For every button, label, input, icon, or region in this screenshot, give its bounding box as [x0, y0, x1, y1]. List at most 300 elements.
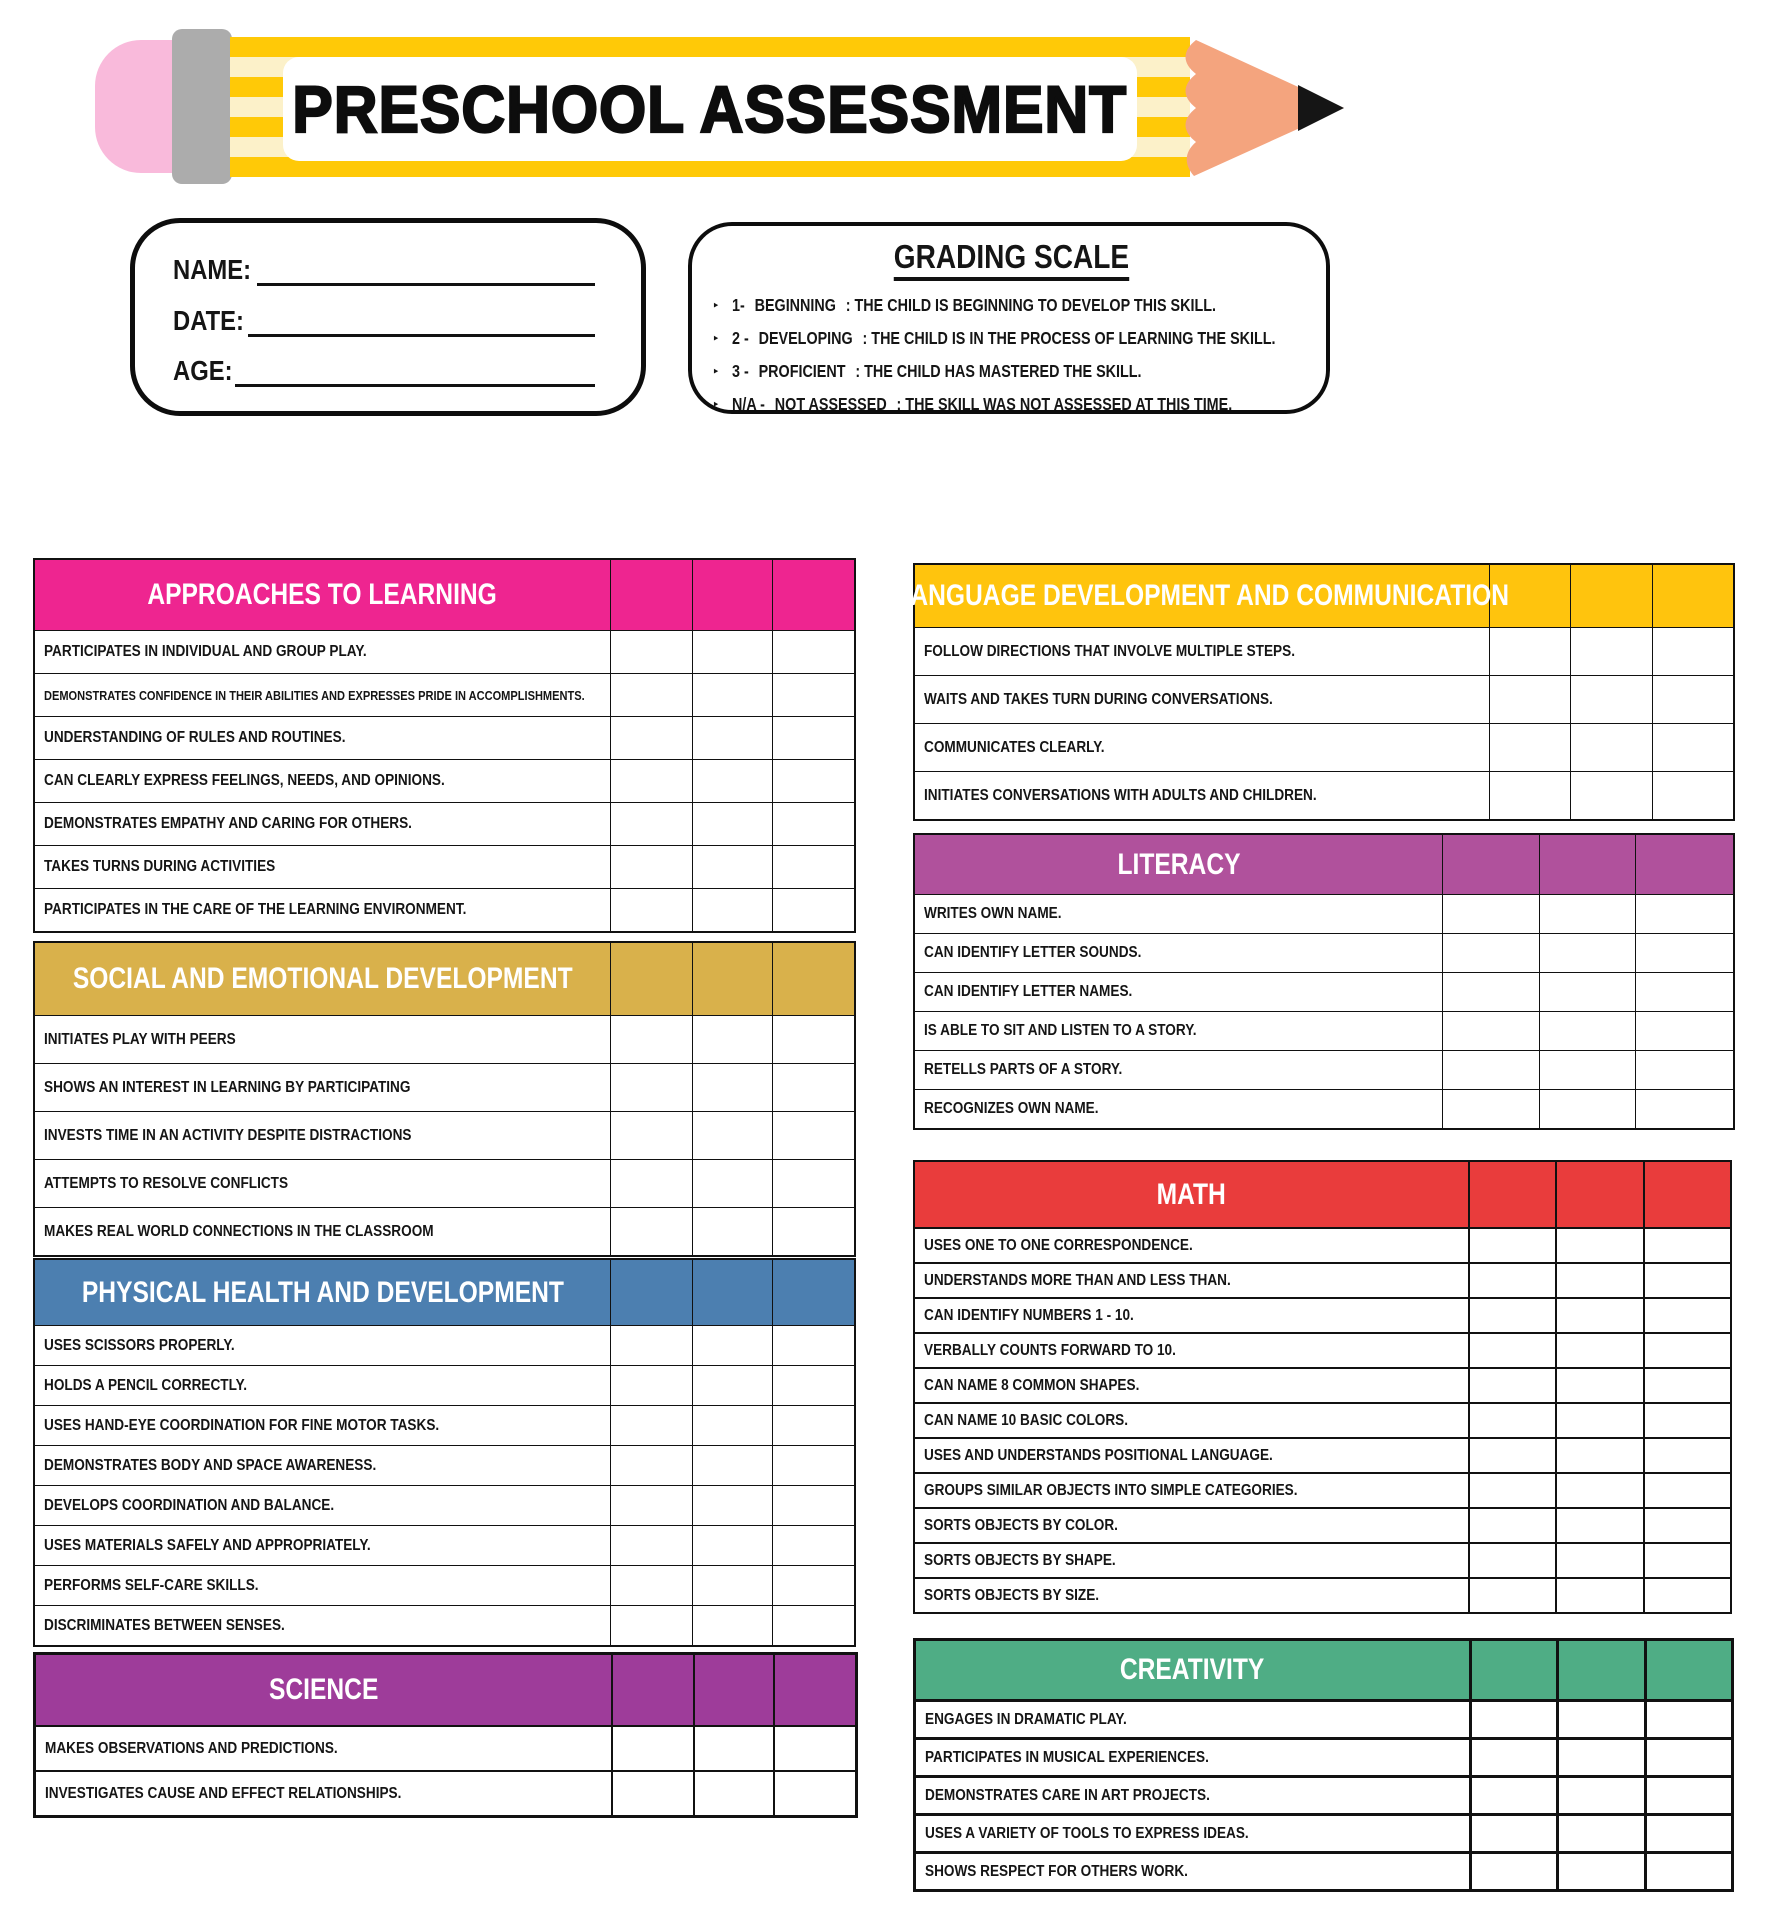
skill-text: DEMONSTRATES EMPATHY AND CARING FOR OTHERS. [44, 815, 412, 832]
table-header [35, 1260, 610, 1325]
table-title: SCIENCE [268, 1673, 379, 1706]
score-cell[interactable] [692, 1207, 772, 1255]
date-field [173, 300, 595, 337]
score-cell[interactable] [610, 716, 692, 759]
skill-label [35, 1405, 610, 1445]
score-cell[interactable] [693, 1725, 773, 1770]
pencil-ferrule-icon [172, 29, 232, 184]
score-cell[interactable] [772, 1207, 854, 1255]
age-line[interactable] [235, 350, 595, 387]
score-cell[interactable] [1468, 1472, 1555, 1507]
score-cell[interactable] [610, 1111, 692, 1159]
score-cell[interactable] [610, 759, 692, 802]
score-cell[interactable] [1570, 723, 1652, 771]
score-cell[interactable] [1644, 1813, 1731, 1851]
skill-text: INITIATES PLAY WITH PEERS [44, 1030, 236, 1048]
assessment-table-social [33, 941, 856, 1257]
score-cell[interactable] [1635, 1050, 1733, 1089]
score-cell[interactable] [772, 716, 854, 759]
score-cell[interactable] [1469, 1699, 1556, 1737]
score-cell[interactable] [1643, 1297, 1730, 1332]
skill-label [916, 1737, 1469, 1775]
grade-label: BEGINNING [754, 295, 836, 315]
table-title: LANGUAGE DEVELOPMENT AND COMMUNICATION [895, 579, 1509, 612]
score-cell[interactable] [1539, 972, 1635, 1011]
score-cell[interactable] [1556, 1851, 1644, 1889]
score-column-header [692, 1260, 772, 1325]
grading-scale-item [712, 289, 1310, 322]
skill-text: PARTICIPATES IN INDIVIDUAL AND GROUP PLAY. [44, 643, 367, 660]
skill-label [35, 1605, 610, 1645]
skill-label [915, 1577, 1468, 1612]
assessment-table-language [895, 563, 1735, 821]
score-cell[interactable] [1442, 894, 1539, 933]
skill-label [916, 1851, 1469, 1889]
score-column-header [1556, 1641, 1644, 1699]
score-cell[interactable] [1555, 1472, 1643, 1507]
score-cell[interactable] [1468, 1332, 1555, 1367]
score-cell[interactable] [1442, 1050, 1539, 1089]
score-cell[interactable] [1555, 1507, 1643, 1542]
score-cell[interactable] [773, 1725, 855, 1770]
score-cell[interactable] [692, 1365, 772, 1405]
score-cell[interactable] [1469, 1775, 1556, 1813]
skill-label [35, 1015, 610, 1063]
skill-label [915, 1332, 1468, 1367]
score-cell[interactable] [692, 1325, 772, 1365]
name-line[interactable] [257, 249, 595, 286]
score-cell[interactable] [692, 1111, 772, 1159]
score-cell[interactable] [772, 759, 854, 802]
score-cell[interactable] [610, 1325, 692, 1365]
score-cell[interactable] [1555, 1227, 1643, 1262]
skill-text: INVESTIGATES CAUSE AND EFFECT RELATIONSHIPS. [45, 1784, 402, 1802]
skill-label [36, 1725, 611, 1770]
score-cell[interactable] [610, 845, 692, 888]
score-cell[interactable] [1539, 1011, 1635, 1050]
skill-label [915, 972, 1442, 1011]
skill-text: SHOWS RESPECT FOR OTHERS WORK. [925, 1862, 1188, 1880]
score-column-header [1468, 1162, 1555, 1227]
grade-label: DEVELOPING [758, 328, 853, 348]
score-cell[interactable] [1643, 1227, 1730, 1262]
score-cell[interactable] [610, 1565, 692, 1605]
score-column-header [610, 943, 692, 1015]
score-column-header [692, 943, 772, 1015]
table-title: PHYSICAL HEALTH AND DEVELOPMENT [81, 1275, 564, 1309]
grading-scale-item [712, 322, 1310, 355]
date-label: DATE: [173, 304, 244, 336]
score-cell[interactable] [772, 888, 854, 931]
score-cell[interactable] [1468, 1437, 1555, 1472]
score-cell[interactable] [610, 1365, 692, 1405]
score-cell[interactable] [1489, 675, 1570, 723]
skill-text: USES HAND-EYE COORDINATION FOR FINE MOTOR TASKS. [44, 1416, 440, 1434]
skill-label [35, 1159, 610, 1207]
score-cell[interactable] [1489, 627, 1570, 675]
score-cell[interactable] [1643, 1542, 1730, 1577]
skill-label [35, 1063, 610, 1111]
score-cell[interactable] [1643, 1507, 1730, 1542]
skill-label [915, 1227, 1468, 1262]
skill-text: USES MATERIALS SAFELY AND APPROPRIATELY. [44, 1536, 371, 1554]
score-cell[interactable] [1469, 1813, 1556, 1851]
score-column-header [610, 1260, 692, 1325]
score-cell[interactable] [1643, 1472, 1730, 1507]
skill-text: CAN IDENTIFY LETTER SOUNDS. [924, 944, 1142, 961]
score-column-header [611, 1655, 693, 1725]
score-cell[interactable] [772, 1063, 854, 1111]
score-cell[interactable] [1468, 1297, 1555, 1332]
score-cell[interactable] [772, 845, 854, 888]
score-cell[interactable] [610, 1063, 692, 1111]
skill-label [35, 1445, 610, 1485]
score-cell[interactable] [1643, 1577, 1730, 1612]
skill-label [916, 1813, 1469, 1851]
score-cell[interactable] [1539, 1050, 1635, 1089]
score-cell[interactable] [772, 1365, 854, 1405]
score-cell[interactable] [692, 1159, 772, 1207]
skill-text: INVESTS TIME IN AN ACTIVITY DESPITE DISTRACTIONS [44, 1126, 412, 1144]
skill-text: TAKES TURNS DURING ACTIVITIES [44, 858, 276, 875]
grading-scale-box [688, 222, 1330, 414]
skill-label [35, 1565, 610, 1605]
skill-label [915, 1089, 1442, 1128]
grading-scale-title-wrap [712, 238, 1310, 281]
score-cell[interactable] [1635, 894, 1733, 933]
score-cell[interactable] [610, 673, 692, 716]
score-cell[interactable] [1468, 1542, 1555, 1577]
skill-text: WAITS AND TAKES TURN DURING CONVERSATIONS. [924, 690, 1273, 708]
score-cell[interactable] [610, 1159, 692, 1207]
skill-text: MAKES REAL WORLD CONNECTIONS IN THE CLASSROOM [44, 1222, 434, 1240]
skill-text: HOLDS A PENCIL CORRECTLY. [44, 1376, 248, 1394]
score-cell[interactable] [1468, 1577, 1555, 1612]
score-cell[interactable] [1644, 1737, 1731, 1775]
table-title: LITERACY [1117, 847, 1240, 881]
skill-label [915, 771, 1489, 819]
grade-description: : THE CHILD HAS MASTERED THE SKILL. [855, 361, 1142, 381]
skill-label [35, 845, 610, 888]
score-cell[interactable] [1652, 675, 1733, 723]
skill-text: CAN NAME 8 COMMON SHAPES. [924, 1376, 1140, 1394]
grading-scale-item [712, 355, 1310, 388]
table-title: MATH [1156, 1177, 1227, 1211]
grade-number: 1- [732, 295, 745, 315]
skill-text: DEVELOPS COORDINATION AND BALANCE. [44, 1496, 335, 1514]
score-cell[interactable] [692, 1405, 772, 1445]
skill-text: CAN CLEARLY EXPRESS FEELINGS, NEEDS, AND OPINIONS. [44, 772, 445, 789]
skill-label [915, 1011, 1442, 1050]
score-cell[interactable] [692, 888, 772, 931]
score-cell[interactable] [611, 1770, 693, 1815]
skill-text: RECOGNIZES OWN NAME. [924, 1100, 1099, 1117]
score-cell[interactable] [693, 1770, 773, 1815]
score-cell[interactable] [1468, 1367, 1555, 1402]
skill-label [915, 723, 1489, 771]
skill-text: UNDERSTANDS MORE THAN AND LESS THAN. [924, 1271, 1231, 1289]
student-info-box [130, 218, 646, 416]
score-cell[interactable] [1442, 933, 1539, 972]
score-column-header [1644, 1641, 1731, 1699]
skill-text: COMMUNICATES CLEARLY. [924, 738, 1105, 756]
bullet-icon: ‣ [712, 363, 720, 379]
skill-text: PARTICIPATES IN THE CARE OF THE LEARNING ENVIRONMENT. [44, 901, 467, 918]
skill-text: ENGAGES IN DRAMATIC PLAY. [925, 1710, 1127, 1728]
score-column-header [772, 943, 854, 1015]
grade-description: : THE CHILD IS IN THE PROCESS OF LEARNING THE SKILL. [862, 328, 1276, 348]
skill-text: FOLLOW DIRECTIONS THAT INVOLVE MULTIPLE STEPS. [924, 642, 1295, 660]
score-cell[interactable] [692, 1445, 772, 1485]
score-cell[interactable] [772, 1605, 854, 1645]
score-cell[interactable] [772, 1405, 854, 1445]
score-cell[interactable] [1555, 1402, 1643, 1437]
table-header [36, 1655, 611, 1725]
assessment-table-creativity [913, 1638, 1734, 1892]
score-cell[interactable] [610, 1015, 692, 1063]
score-column-header [1643, 1162, 1730, 1227]
score-cell[interactable] [1555, 1542, 1643, 1577]
score-cell[interactable] [610, 1485, 692, 1525]
score-cell[interactable] [1570, 771, 1652, 819]
skill-label [35, 716, 610, 759]
skill-label [35, 630, 610, 673]
grade-label: PROFICIENT [758, 361, 846, 381]
score-cell[interactable] [610, 1605, 692, 1645]
score-column-header [1555, 1162, 1643, 1227]
score-cell[interactable] [1643, 1402, 1730, 1437]
skill-label [915, 1262, 1468, 1297]
score-cell[interactable] [773, 1770, 855, 1815]
grading-scale-text [732, 394, 1232, 415]
score-cell[interactable] [1652, 723, 1733, 771]
skill-text: SHOWS AN INTEREST IN LEARNING BY PARTICIPATING [44, 1078, 411, 1096]
score-cell[interactable] [1556, 1775, 1644, 1813]
score-cell[interactable] [1469, 1737, 1556, 1775]
score-cell[interactable] [692, 802, 772, 845]
skill-text: USES A VARIETY OF TOOLS TO EXPRESS IDEAS. [925, 1824, 1249, 1842]
score-cell[interactable] [1643, 1437, 1730, 1472]
score-cell[interactable] [610, 1207, 692, 1255]
score-cell[interactable] [692, 759, 772, 802]
score-cell[interactable] [1643, 1367, 1730, 1402]
grading-scale-items [712, 289, 1310, 421]
score-cell[interactable] [692, 1015, 772, 1063]
skill-label [915, 627, 1489, 675]
score-cell[interactable] [772, 1111, 854, 1159]
page-title: PRESCHOOL ASSESSMENT [292, 72, 1128, 146]
score-cell[interactable] [692, 845, 772, 888]
score-cell[interactable] [610, 1445, 692, 1485]
score-cell[interactable] [1489, 723, 1570, 771]
score-cell[interactable] [1489, 771, 1570, 819]
score-cell[interactable] [772, 630, 854, 673]
table-title: SOCIAL AND EMOTIONAL DEVELOPMENT [72, 962, 573, 995]
skill-text: SORTS OBJECTS BY SIZE. [924, 1586, 1100, 1604]
score-cell[interactable] [692, 1525, 772, 1565]
skill-text: SORTS OBJECTS BY COLOR. [924, 1516, 1118, 1534]
grading-scale-text [732, 295, 1216, 316]
score-cell[interactable] [1555, 1297, 1643, 1332]
assessment-table-approaches [33, 558, 856, 933]
score-cell[interactable] [610, 630, 692, 673]
pencil-tip-icon [1182, 40, 1348, 176]
score-cell[interactable] [1570, 627, 1652, 675]
assessment-table-math [913, 1160, 1732, 1614]
score-cell[interactable] [1643, 1262, 1730, 1297]
score-cell[interactable] [772, 802, 854, 845]
score-column-header [610, 560, 692, 630]
skill-text: WRITES OWN NAME. [924, 905, 1062, 922]
skill-text: CAN IDENTIFY NUMBERS 1 - 10. [924, 1306, 1134, 1324]
score-column-header [693, 1655, 773, 1725]
grading-scale-title: GRADING SCALE [893, 238, 1128, 281]
assessment-table-physical [33, 1258, 856, 1647]
grading-scale-text [732, 361, 1142, 382]
score-cell[interactable] [1469, 1851, 1556, 1889]
score-column-header [1442, 835, 1539, 894]
skill-label [35, 1485, 610, 1525]
score-cell[interactable] [1635, 1011, 1733, 1050]
skill-text: SORTS OBJECTS BY SHAPE. [924, 1551, 1116, 1569]
score-cell[interactable] [1556, 1813, 1644, 1851]
score-cell[interactable] [1644, 1775, 1731, 1813]
grade-label: NOT ASSESSED [774, 394, 887, 414]
skill-text: PERFORMS SELF-CARE SKILLS. [44, 1576, 259, 1594]
score-cell[interactable] [1652, 771, 1733, 819]
skill-label [915, 1367, 1468, 1402]
score-column-header [692, 560, 772, 630]
title-banner [283, 57, 1137, 161]
table-title: CREATIVITY [1120, 1653, 1265, 1686]
score-column-header [1570, 565, 1652, 627]
table-header [35, 560, 610, 630]
skill-label [35, 802, 610, 845]
score-cell[interactable] [1539, 933, 1635, 972]
skill-label [36, 1770, 611, 1815]
score-column-header [773, 1655, 855, 1725]
skill-label [35, 1525, 610, 1565]
score-cell[interactable] [692, 1063, 772, 1111]
skill-label [915, 933, 1442, 972]
score-cell[interactable] [610, 1525, 692, 1565]
score-column-header [772, 560, 854, 630]
age-label: AGE: [173, 355, 233, 386]
skill-label [915, 1542, 1468, 1577]
skill-text: DEMONSTRATES CARE IN ART PROJECTS. [925, 1786, 1210, 1804]
skill-label [35, 1111, 610, 1159]
skill-label [915, 1507, 1468, 1542]
score-cell[interactable] [772, 1485, 854, 1525]
score-cell[interactable] [692, 716, 772, 759]
grade-number: 2 - [732, 328, 749, 348]
score-cell[interactable] [692, 1565, 772, 1605]
score-cell[interactable] [1635, 972, 1733, 1011]
table-header [915, 1162, 1468, 1227]
skill-label [916, 1775, 1469, 1813]
score-cell[interactable] [1442, 1011, 1539, 1050]
score-cell[interactable] [772, 1445, 854, 1485]
score-cell[interactable] [692, 630, 772, 673]
skill-label [35, 888, 610, 931]
grade-description: : THE CHILD IS BEGINNING TO DEVELOP THIS SKILL. [845, 295, 1216, 315]
score-column-header [1652, 565, 1733, 627]
skill-text: USES AND UNDERSTANDS POSITIONAL LANGUAGE. [924, 1446, 1273, 1464]
score-cell[interactable] [692, 1485, 772, 1525]
score-cell[interactable] [1644, 1851, 1731, 1889]
bullet-icon: ‣ [712, 297, 720, 313]
score-cell[interactable] [1643, 1332, 1730, 1367]
score-cell[interactable] [772, 1015, 854, 1063]
score-cell[interactable] [1635, 933, 1733, 972]
score-cell[interactable] [611, 1725, 693, 1770]
score-cell[interactable] [1556, 1699, 1644, 1737]
table-header [915, 835, 1442, 894]
score-cell[interactable] [1468, 1262, 1555, 1297]
bullet-icon: ‣ [712, 396, 720, 412]
score-cell[interactable] [1442, 972, 1539, 1011]
score-cell[interactable] [772, 1565, 854, 1605]
score-cell[interactable] [610, 1405, 692, 1445]
skill-text: CAN IDENTIFY LETTER NAMES. [924, 983, 1133, 1000]
score-cell[interactable] [1468, 1507, 1555, 1542]
score-cell[interactable] [1468, 1402, 1555, 1437]
grade-number: N/A - [732, 394, 765, 414]
score-cell[interactable] [1635, 1089, 1733, 1128]
score-cell[interactable] [1556, 1737, 1644, 1775]
score-cell[interactable] [1442, 1089, 1539, 1128]
score-cell[interactable] [692, 1605, 772, 1645]
skill-label [915, 1050, 1442, 1089]
skill-text: DISCRIMINATES BETWEEN SENSES. [44, 1616, 285, 1634]
score-cell[interactable] [1555, 1262, 1643, 1297]
date-line[interactable] [248, 300, 595, 337]
skill-label [35, 1207, 610, 1255]
score-cell[interactable] [1555, 1367, 1643, 1402]
score-cell[interactable] [1555, 1332, 1643, 1367]
score-cell[interactable] [772, 1325, 854, 1365]
bullet-icon: ‣ [712, 330, 720, 346]
score-cell[interactable] [772, 673, 854, 716]
score-cell[interactable] [1539, 1089, 1635, 1128]
skill-text: INITIATES CONVERSATIONS WITH ADULTS AND CHILDREN. [924, 786, 1317, 804]
score-cell[interactable] [1652, 627, 1733, 675]
skill-text: DEMONSTRATES CONFIDENCE IN THEIR ABILITIES AND EXPRESSES PRIDE IN ACCOMPLISHMENTS. [44, 687, 585, 703]
skill-label [35, 1325, 610, 1365]
score-cell[interactable] [772, 1159, 854, 1207]
skill-text: UNDERSTANDING OF RULES AND ROUTINES. [44, 729, 346, 746]
score-cell[interactable] [1570, 675, 1652, 723]
skill-label [915, 1437, 1468, 1472]
score-cell[interactable] [1468, 1227, 1555, 1262]
skill-label [915, 894, 1442, 933]
skill-label [35, 673, 610, 716]
assessment-table-science [33, 1652, 858, 1818]
score-cell[interactable] [610, 802, 692, 845]
skill-text: USES ONE TO ONE CORRESPONDENCE. [924, 1236, 1193, 1254]
grade-description: : THE SKILL WAS NOT ASSESSED AT THIS TIME. [896, 394, 1233, 414]
grading-scale-text [732, 328, 1276, 349]
skill-label [35, 1365, 610, 1405]
score-cell[interactable] [692, 673, 772, 716]
score-cell[interactable] [1555, 1577, 1643, 1612]
score-cell[interactable] [1539, 894, 1635, 933]
grading-scale-item [712, 388, 1310, 421]
score-cell[interactable] [1644, 1699, 1731, 1737]
score-cell[interactable] [772, 1525, 854, 1565]
score-cell[interactable] [610, 888, 692, 931]
score-cell[interactable] [1555, 1437, 1643, 1472]
